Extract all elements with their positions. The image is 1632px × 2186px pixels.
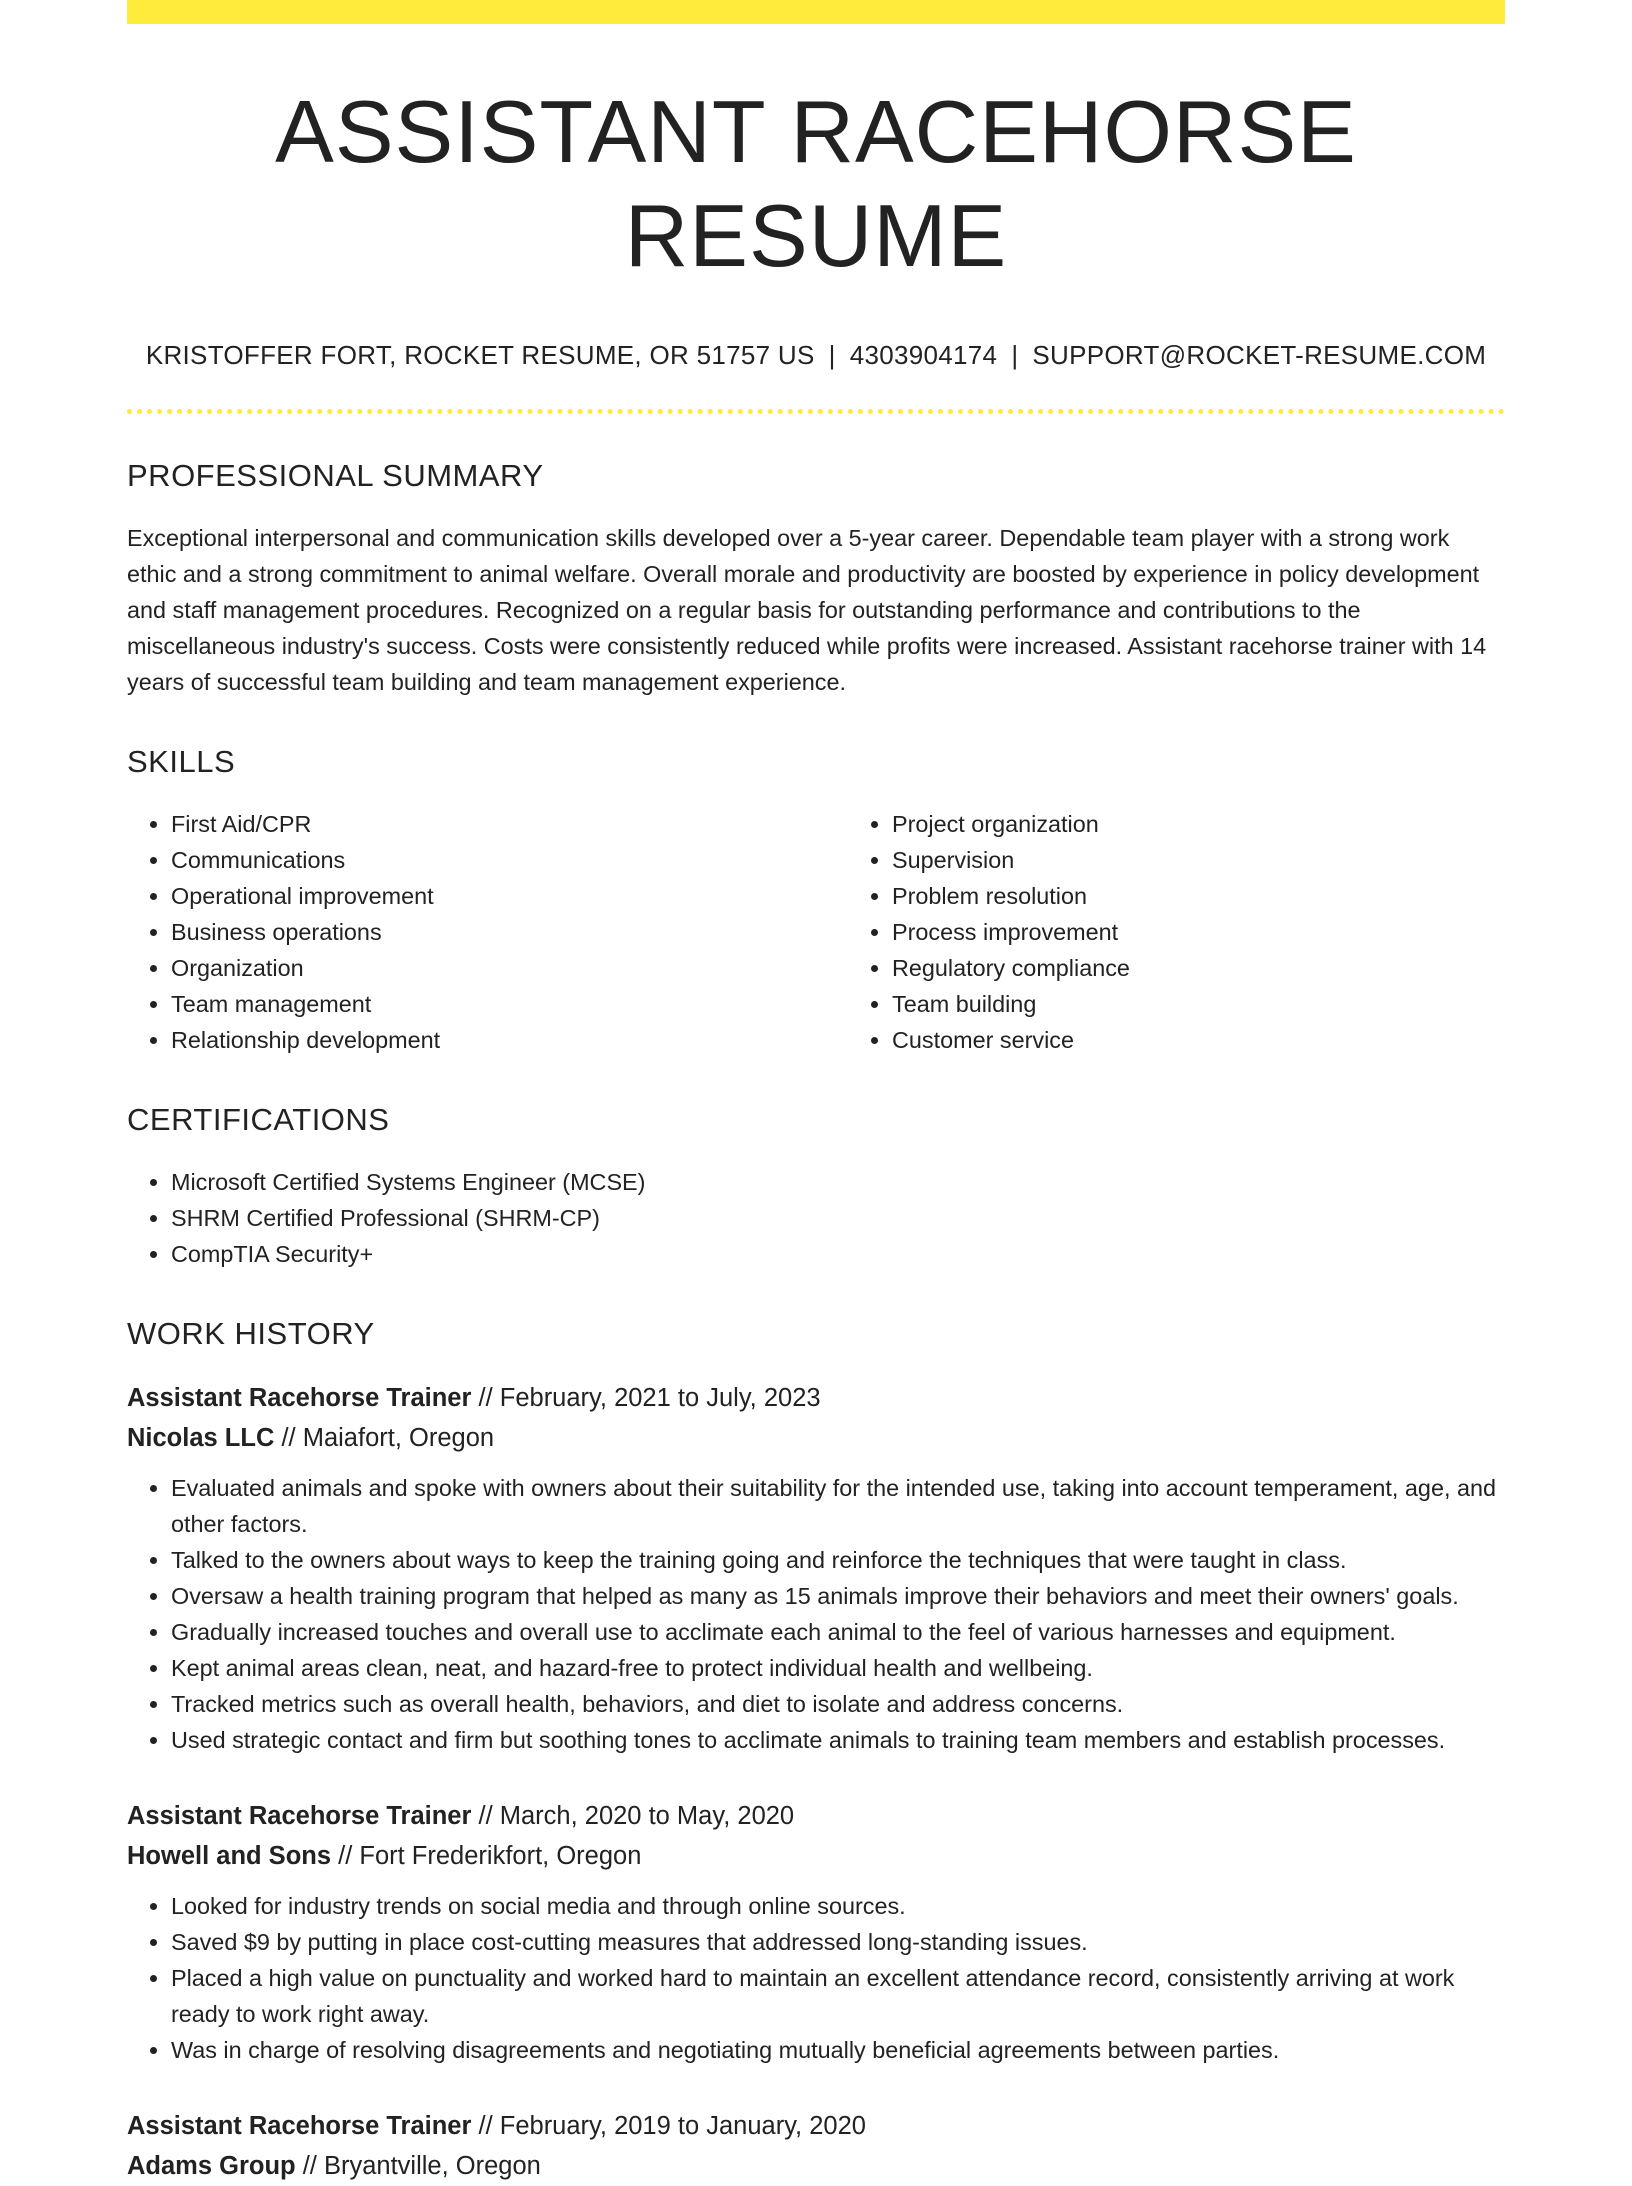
job-duties-list bbox=[127, 1888, 1505, 2068]
skill-item: • Customer service bbox=[892, 1022, 1569, 1058]
skill-item: • Regulatory compliance bbox=[892, 950, 1569, 986]
job-separator: // bbox=[471, 2112, 500, 2140]
contact-phone: 4303904174 bbox=[849, 340, 998, 370]
contact-separator: | bbox=[1011, 340, 1019, 370]
skill-item: • Team management bbox=[171, 986, 848, 1022]
skill-item: • Team building bbox=[892, 986, 1569, 1022]
job-separator: // bbox=[274, 1424, 303, 1452]
job-duty-item: • Placed a high value on punctuality and worked hard to maintain an excellent attendance record, consistently arriving at work ready to work right away. bbox=[171, 1960, 1505, 2032]
page-title: ASSISTANT RACEHORSE RESUME bbox=[275, 82, 1357, 285]
certifications-list bbox=[127, 1164, 1505, 1272]
job-duty-item: • Oversaw a health training program that helped as many as 15 animals improve their behaviors and meet their owners' goals. bbox=[171, 1578, 1505, 1614]
job-company-line bbox=[127, 2146, 1505, 2186]
skill-item: • Supervision bbox=[892, 842, 1569, 878]
job-entry bbox=[127, 1378, 1505, 1758]
job-duty-item: • Saved $9 by putting in place cost-cutting measures that addressed long-standing issues. bbox=[171, 1924, 1505, 1960]
skills-list-left bbox=[127, 806, 848, 1058]
certification-item: • Microsoft Certified Systems Engineer (MCSE) bbox=[171, 1164, 1505, 1200]
certification-item: • SHRM Certified Professional (SHRM-CP) bbox=[171, 1200, 1505, 1236]
job-duty-item: • Talked to the owners about ways to keep the training going and reinforce the techniques that were taught in class. bbox=[171, 1542, 1505, 1578]
skill-item: • First Aid/CPR bbox=[171, 806, 848, 842]
contact-line bbox=[127, 340, 1505, 371]
skill-item: • Project organization bbox=[892, 806, 1569, 842]
job-title: Assistant Racehorse Trainer bbox=[127, 1802, 472, 1830]
skill-item: • Relationship development bbox=[171, 1022, 848, 1058]
job-company: Nicolas LLC bbox=[127, 1424, 275, 1452]
job-duty-item: • Kept animal areas clean, neat, and hazard-free to protect individual health and wellbeing. bbox=[171, 1650, 1505, 1686]
job-location: Fort Frederikfort, Oregon bbox=[359, 1842, 642, 1870]
job-title: Assistant Racehorse Trainer bbox=[127, 1384, 472, 1412]
contact-email: SUPPORT@ROCKET-RESUME.COM bbox=[1032, 340, 1487, 370]
skills-heading: SKILLS bbox=[127, 744, 236, 779]
job-separator: // bbox=[471, 1384, 500, 1412]
accent-top-bar bbox=[127, 0, 1505, 24]
certification-item: • CompTIA Security+ bbox=[171, 1236, 1505, 1272]
job-duty-item: • Evaluated animals and spoke with owners about their suitability for the intended use, taking into account temperament, age, and other factors. bbox=[171, 1470, 1505, 1542]
skills-list-right bbox=[848, 806, 1569, 1058]
contact-separator: | bbox=[828, 340, 836, 370]
job-title-line bbox=[127, 1796, 1505, 1836]
job-title-line bbox=[127, 1378, 1505, 1418]
certifications-heading: CERTIFICATIONS bbox=[127, 1102, 390, 1137]
work-history-heading: WORK HISTORY bbox=[127, 1316, 375, 1351]
job-duty-item: • Looked for industry trends on social media and through online sources. bbox=[171, 1888, 1505, 1924]
job-duty-item: • Gradually increased touches and overall use to acclimate each animal to the feel of various harnesses and equipment. bbox=[171, 1614, 1505, 1650]
job-company-line bbox=[127, 1418, 1505, 1458]
resume-page bbox=[127, 0, 1505, 2186]
job-dates: March, 2020 to May, 2020 bbox=[499, 1802, 795, 1830]
skill-item: • Process improvement bbox=[892, 914, 1569, 950]
job-company: Howell and Sons bbox=[127, 1842, 332, 1870]
job-entry bbox=[127, 1796, 1505, 2068]
job-separator: // bbox=[295, 2152, 324, 2180]
job-dates: February, 2021 to July, 2023 bbox=[499, 1384, 821, 1412]
skill-item: • Organization bbox=[171, 950, 848, 986]
job-location: Bryantville, Oregon bbox=[323, 2152, 541, 2180]
skill-item: • Operational improvement bbox=[171, 878, 848, 914]
summary-text: Exceptional interpersonal and communication skills developed over a 5-year career. Dependable team player with a strong work ethic and a strong commitment to animal welfare. Overall morale and productivity are boosted by experience in policy development and staff management procedures. Recognized on a regular basis for outstanding performance and contributions to the miscellaneous industry's success. Costs were consistently reduced while profits were increased. Assistant racehorse trainer with 14 years of successful team building and team management experience. bbox=[127, 525, 1487, 695]
summary-heading: PROFESSIONAL SUMMARY bbox=[127, 458, 544, 493]
job-title-line bbox=[127, 2106, 1505, 2146]
job-separator: // bbox=[331, 1842, 360, 1870]
job-duty-item: • Used strategic contact and firm but soothing tones to acclimate animals to training team members and establish processes. bbox=[171, 1722, 1505, 1758]
work-history-list bbox=[127, 1378, 1505, 2186]
job-location: Maiafort, Oregon bbox=[302, 1424, 495, 1452]
dotted-divider bbox=[127, 409, 1505, 414]
job-company: Adams Group bbox=[127, 2152, 296, 2180]
job-title: Assistant Racehorse Trainer bbox=[127, 2112, 472, 2140]
job-duty-item: • Tracked metrics such as overall health, behaviors, and diet to isolate and address concerns. bbox=[171, 1686, 1505, 1722]
skill-item: • Communications bbox=[171, 842, 848, 878]
job-duty-item: • Was in charge of resolving disagreements and negotiating mutually beneficial agreements between parties. bbox=[171, 2032, 1505, 2068]
contact-address: KRISTOFFER FORT, ROCKET RESUME, OR 51757 US bbox=[145, 340, 815, 370]
job-duties-list bbox=[127, 1470, 1505, 1758]
skills-columns bbox=[127, 806, 1505, 1058]
skill-item: • Problem resolution bbox=[892, 878, 1569, 914]
skill-item: • Business operations bbox=[171, 914, 848, 950]
job-separator: // bbox=[471, 1802, 500, 1830]
job-company-line bbox=[127, 1836, 1505, 1876]
job-entry bbox=[127, 2106, 1505, 2186]
job-dates: February, 2019 to January, 2020 bbox=[499, 2112, 866, 2140]
